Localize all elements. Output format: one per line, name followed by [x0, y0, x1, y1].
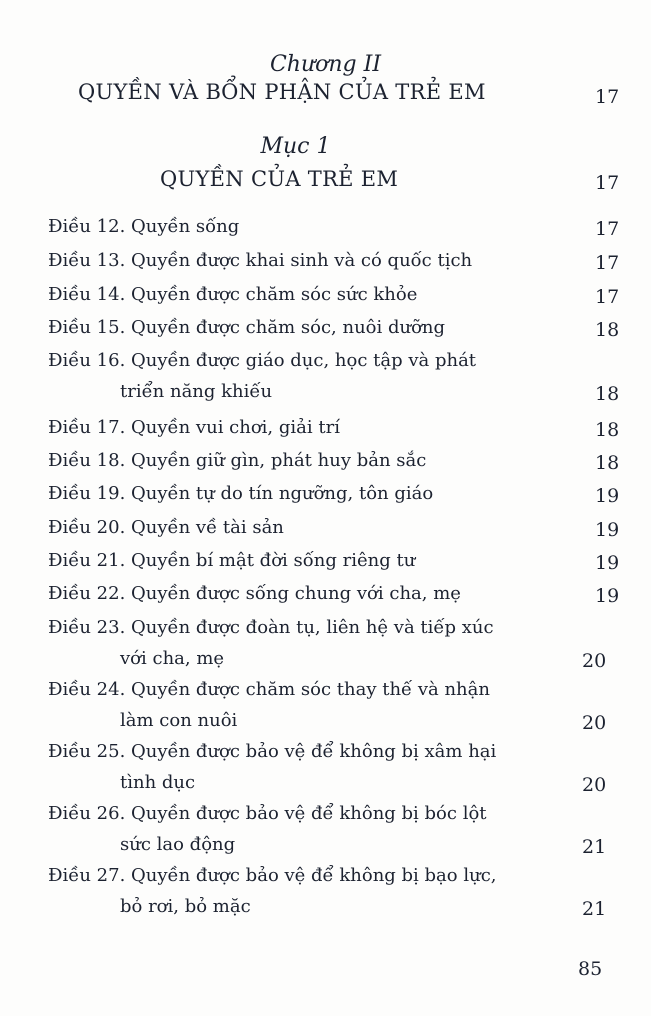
- toc-entry-title: Điều 25. Quyền được bảo vệ để không bị xâm hại: [48, 741, 497, 762]
- toc-entry-page: 21: [582, 898, 607, 920]
- toc-entry-title: Điều 17. Quyền vui chơi, giải trí: [48, 417, 340, 438]
- toc-entry-title: Điều 18. Quyền giữ gìn, phát huy bản sắc: [48, 450, 427, 471]
- toc-entry-title: Điều 15. Quyền được chăm sóc, nuôi dưỡng: [48, 317, 446, 338]
- toc-entry-page: 18: [595, 383, 620, 405]
- toc-entry-title: Điều 14. Quyền được chăm sóc sức khỏe: [48, 284, 418, 305]
- toc-entry-page: 20: [582, 774, 607, 796]
- toc-entry-page: 19: [595, 585, 620, 607]
- toc-entry-continuation: bỏ rơi, bỏ mặc: [120, 896, 251, 917]
- page-number: 85: [578, 958, 603, 980]
- toc-entry-title: Điều 16. Quyền được giáo dục, học tập và phát: [48, 350, 477, 371]
- section-label: Mục 1: [260, 134, 331, 159]
- toc-entry-page: 18: [595, 319, 620, 341]
- section-title: QUYỀN CỦA TRẺ EM: [160, 167, 399, 191]
- toc-entry-continuation: làm con nuôi: [120, 710, 238, 731]
- toc-entry-page: 19: [595, 519, 620, 541]
- toc-entry-title: Điều 21. Quyền bí mật đời sống riêng tư: [48, 550, 416, 571]
- toc-entry-continuation: sức lao động: [120, 834, 236, 855]
- chapter-title: QUYỀN VÀ BỔN PHẬN CỦA TRẺ EM: [78, 80, 486, 104]
- toc-entry-page: 21: [582, 836, 607, 858]
- toc-entry-page: 17: [595, 218, 620, 240]
- toc-entry-page: 19: [595, 485, 620, 507]
- section-page: 17: [595, 172, 620, 194]
- toc-entry-title: Điều 20. Quyền về tài sản: [48, 517, 284, 538]
- toc-entry-continuation: với cha, mẹ: [120, 648, 225, 669]
- chapter-page: 17: [595, 86, 620, 108]
- toc-entry-title: Điều 23. Quyền được đoàn tụ, liên hệ và tiếp xúc: [48, 617, 494, 638]
- chapter-label: Chương II: [269, 52, 382, 77]
- toc-entry-page: 17: [595, 252, 620, 274]
- toc-entry-title: Điều 22. Quyền được sống chung với cha, mẹ: [48, 583, 461, 604]
- toc-entry-title: Điều 19. Quyền tự do tín ngưỡng, tôn giáo: [48, 483, 434, 504]
- toc-entry-page: 20: [582, 650, 607, 672]
- toc-entry-page: 17: [595, 286, 620, 308]
- toc-entry-title: Điều 12. Quyền sống: [48, 216, 240, 237]
- toc-entry-title: Điều 24. Quyền được chăm sóc thay thế và nhận: [48, 679, 490, 700]
- toc-entry-continuation: tình dục: [120, 772, 196, 793]
- toc-entry-title: Điều 13. Quyền được khai sinh và có quốc tịch: [48, 250, 473, 271]
- toc-entry-continuation: triển năng khiếu: [120, 381, 273, 402]
- toc-entry-page: 19: [595, 552, 620, 574]
- toc-entry-title: Điều 26. Quyền được bảo vệ để không bị bóc lột: [48, 803, 487, 824]
- toc-entry-page: 18: [595, 419, 620, 441]
- toc-entry-page: 20: [582, 712, 607, 734]
- toc-entry-page: 18: [595, 452, 620, 474]
- toc-entry-title: Điều 27. Quyền được bảo vệ để không bị bạo lực,: [48, 865, 497, 886]
